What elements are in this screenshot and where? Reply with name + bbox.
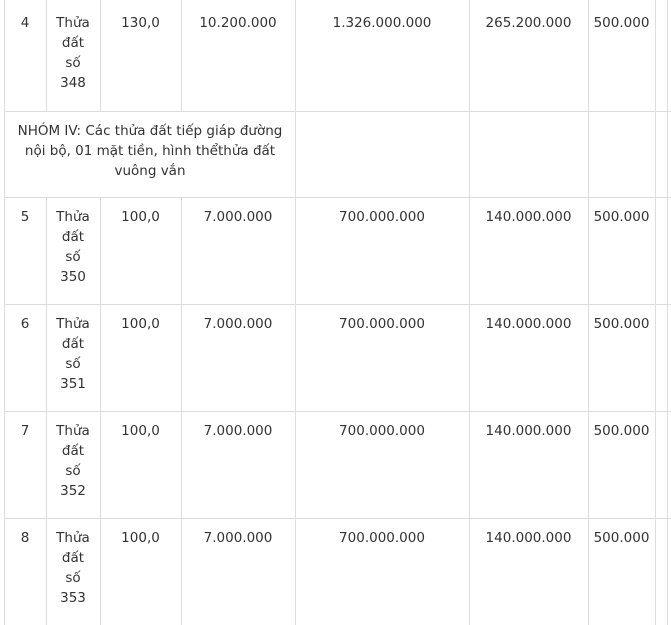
row-divider — [4, 197, 671, 198]
parcel-cell — [46, 421, 100, 501]
parcel-cell — [46, 207, 100, 287]
stt-cell: 7 — [20, 423, 30, 439]
parcel-line: đất — [61, 336, 85, 352]
area-cell: 100,0 — [121, 530, 160, 546]
stt-cell: 4 — [20, 15, 30, 31]
parcel-line: số — [65, 356, 81, 372]
row-divider — [4, 518, 671, 519]
parcel-line: Thửa — [56, 316, 90, 332]
total-price-cell: 1.326.000.000 — [332, 15, 432, 31]
parcel-line: đất — [61, 35, 85, 51]
deposit-cell: 140.000.000 — [485, 530, 572, 546]
unit-price-cell: 7.000.000 — [203, 423, 273, 439]
deposit-cell: 140.000.000 — [485, 316, 572, 332]
area-cell: 130,0 — [121, 15, 160, 31]
area-cell: 100,0 — [121, 209, 160, 225]
column-divider — [655, 0, 656, 625]
deposit-cell: 140.000.000 — [485, 209, 572, 225]
group-title-line: nội bộ, 01 mặt tiền, hình thểthửa đất — [24, 143, 276, 159]
total-price-cell: 700.000.000 — [339, 423, 425, 439]
group-title-line: vuông vắn — [114, 163, 186, 179]
parcel-cell — [46, 13, 100, 93]
total-price-cell: 700.000.000 — [339, 316, 425, 332]
fee-cell: 500.000 — [593, 316, 650, 332]
parcel-line: 351 — [60, 376, 86, 392]
parcel-line: số — [65, 463, 81, 479]
parcel-line: Thửa — [56, 15, 90, 31]
parcel-line: 353 — [60, 590, 86, 606]
row-divider — [4, 304, 671, 305]
unit-price-cell: 7.000.000 — [203, 209, 273, 225]
group-title-line: NHÓM IV: Các thửa đất tiếp giáp đường — [17, 123, 283, 139]
parcel-line: số — [65, 249, 81, 265]
total-price-cell: 700.000.000 — [339, 530, 425, 546]
area-cell: 100,0 — [121, 316, 160, 332]
parcel-line: 348 — [60, 75, 86, 91]
parcel-line: 352 — [60, 483, 86, 499]
parcel-line: Thửa — [56, 423, 90, 439]
deposit-cell: 265.200.000 — [485, 15, 572, 31]
fee-cell: 500.000 — [593, 15, 650, 31]
unit-price-cell: 7.000.000 — [203, 316, 273, 332]
fee-cell: 500.000 — [593, 423, 650, 439]
parcel-cell — [46, 528, 100, 608]
fee-cell: 500.000 — [593, 209, 650, 225]
area-cell: 100,0 — [121, 423, 160, 439]
stt-cell: 8 — [20, 530, 30, 546]
parcel-line: 350 — [60, 269, 86, 285]
parcel-cell — [46, 314, 100, 394]
column-divider — [667, 0, 668, 625]
stt-cell: 6 — [20, 316, 30, 332]
column-divider — [100, 197, 101, 625]
fee-cell: 500.000 — [593, 530, 650, 546]
parcel-line: số — [65, 55, 81, 71]
row-divider — [4, 411, 671, 412]
column-divider — [181, 197, 182, 625]
row-divider — [4, 111, 671, 112]
deposit-cell: 140.000.000 — [485, 423, 572, 439]
parcel-line: đất — [61, 443, 85, 459]
parcel-line: số — [65, 570, 81, 586]
stt-cell: 5 — [20, 209, 30, 225]
parcel-line: Thửa — [56, 209, 90, 225]
parcel-line: đất — [61, 229, 85, 245]
total-price-cell: 700.000.000 — [339, 209, 425, 225]
group-title — [6, 121, 294, 181]
parcel-line: đất — [61, 550, 85, 566]
parcel-line: Thửa — [56, 530, 90, 546]
unit-price-cell: 10.200.000 — [199, 15, 277, 31]
unit-price-cell: 7.000.000 — [203, 530, 273, 546]
